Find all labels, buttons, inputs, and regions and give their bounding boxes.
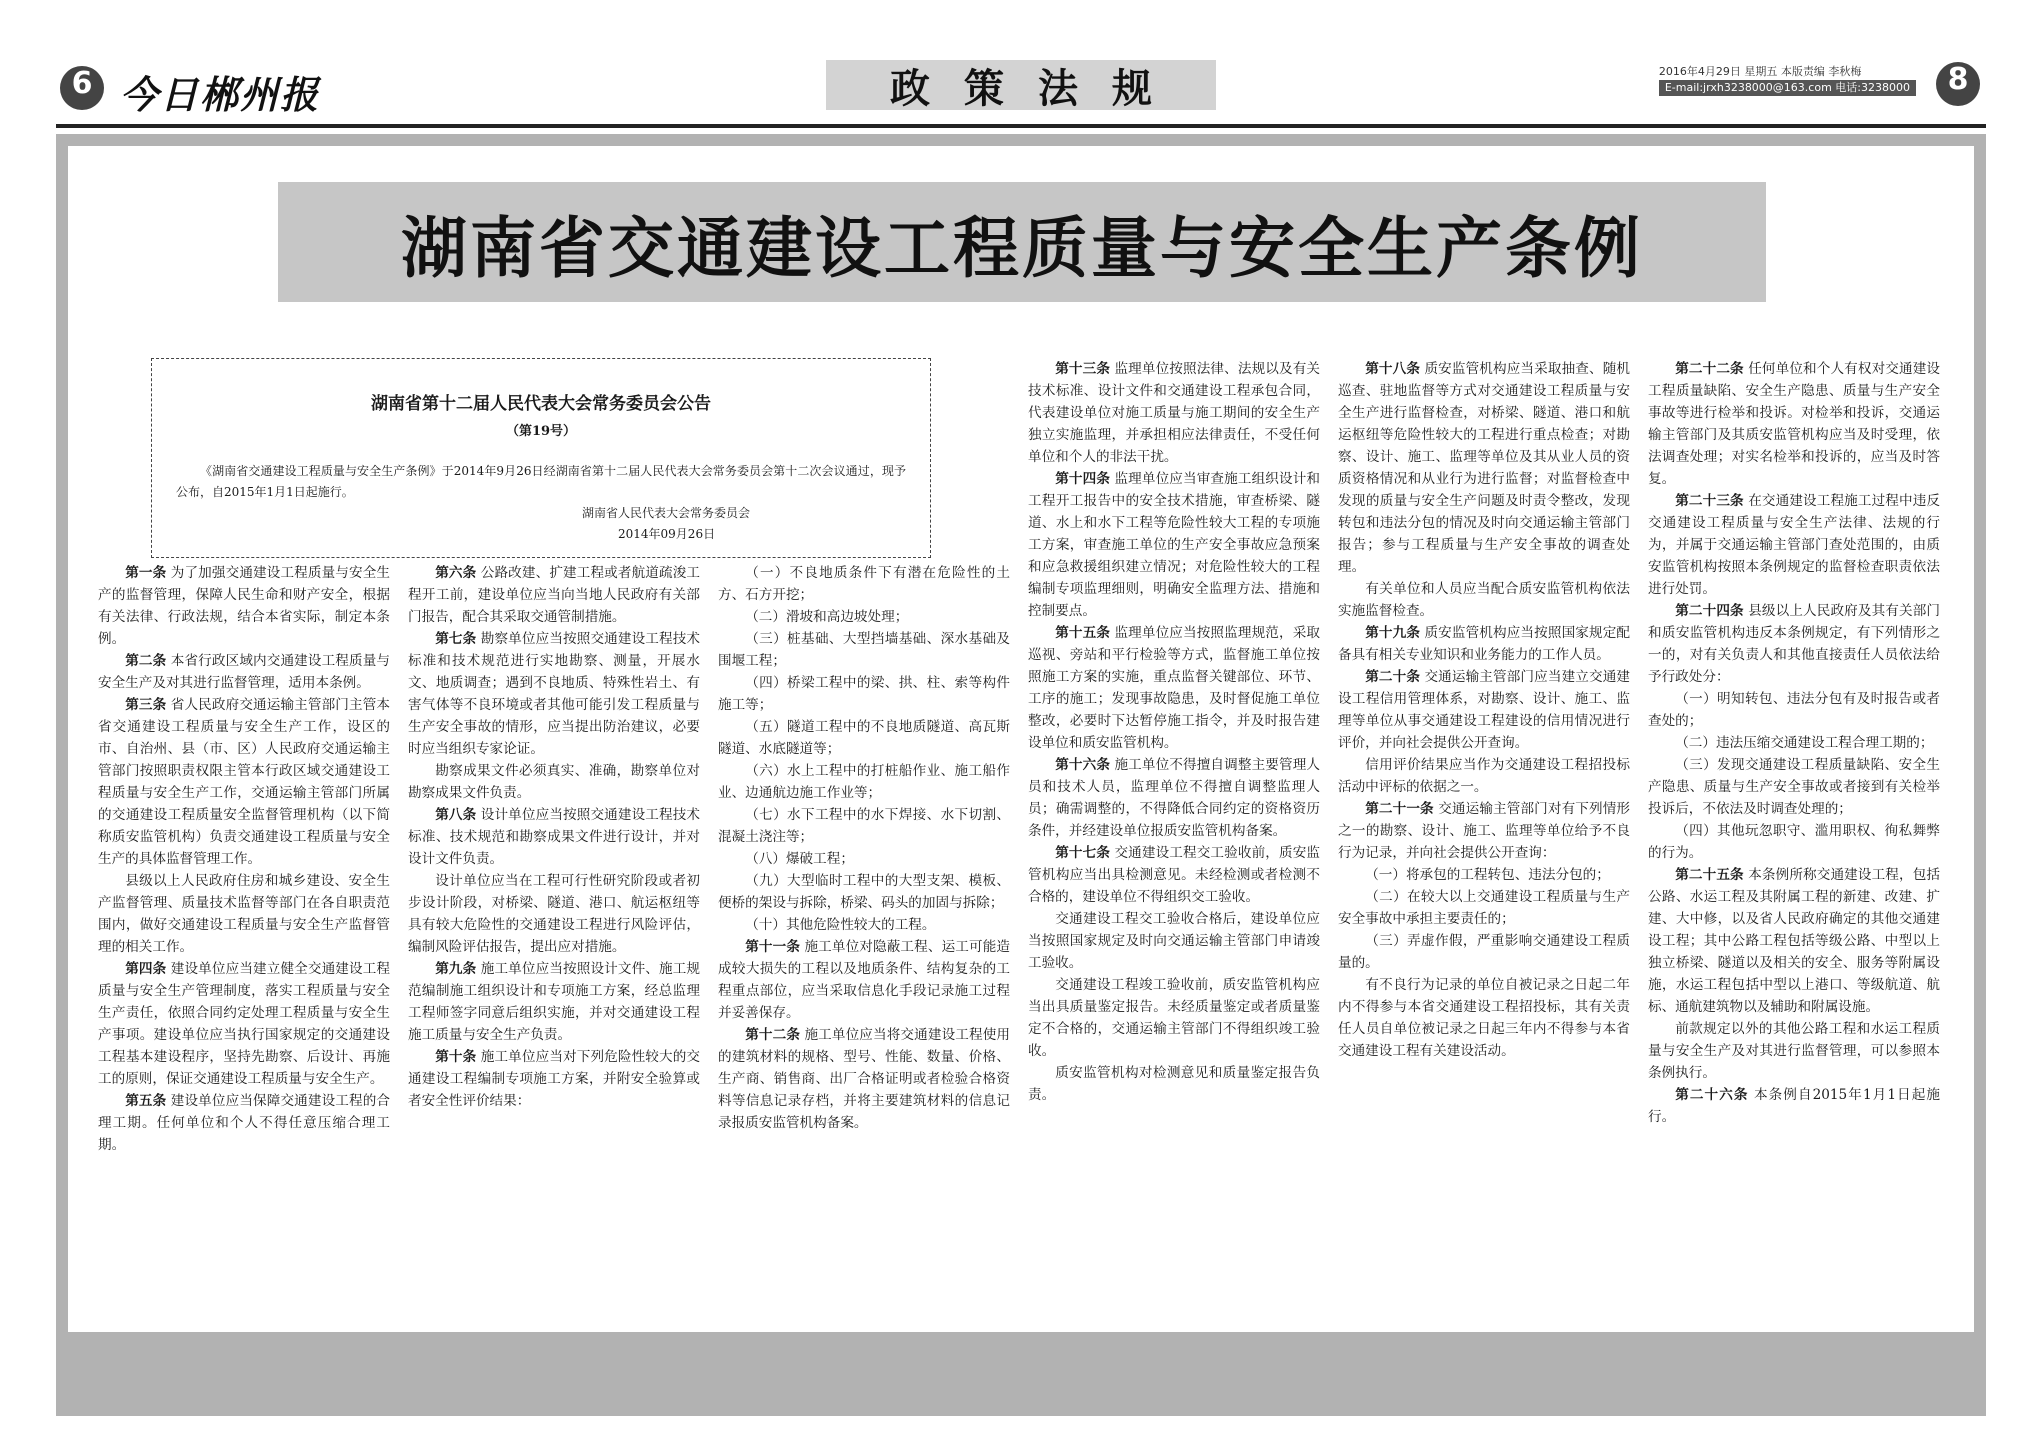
article-paragraph — [1338, 798, 1630, 864]
article-clause — [1648, 820, 1940, 864]
article-text: （五）隧道工程中的不良地质隧道、高瓦斯隧道、水底隧道等； — [718, 719, 1010, 757]
article-paragraph — [1028, 622, 1320, 754]
article-clause — [1648, 732, 1940, 754]
article-text: （三）发现交通建设工程质量缺陷、安全生产隐患、质量与生产安全事故或者接到有关检举投诉后，不依法及时调查处理的； — [1648, 757, 1940, 817]
article-text: 施工单位对隐蔽工程、运工可能造成较大损失的工程以及地质条件、结构复杂的工程重点部位，应当采取信息化手段记录施工过程并妥善保存。 — [718, 939, 1010, 1021]
article-text: 在交通建设工程施工过程中违反交通建设工程质量与安全生产法律、法规的行为，并属于交通运输主管部门查处范围的，由质安监管机构按照本条例规定的监督检查职责依法进行处罚。 — [1648, 493, 1940, 597]
article-label: 第四条 — [125, 961, 167, 977]
article-clause — [1338, 886, 1630, 930]
article-label: 第十二条 — [745, 1027, 801, 1043]
text-column-5 — [1338, 358, 1630, 1376]
article-text: 县级以上人民政府住房和城乡建设、安全生产监督管理、质量技术监督等部门在各自职责范围内，做好交通建设工程质量与安全生产监督管理的相关工作。 — [98, 873, 390, 955]
article-label: 第十条 — [435, 1049, 477, 1065]
text-column-3 — [718, 562, 1010, 1376]
article-label: 第二十五条 — [1675, 867, 1744, 883]
article-body — [68, 146, 1974, 1374]
announcement-text: 《湖南省交通建设工程质量与安全生产条例》于2014年9月26日经湖南省第十二届人民代表大会常务委员会第十二次会议通过，现予公布，自2015年1月1日起施行。 — [176, 464, 906, 499]
article-clause — [1338, 864, 1630, 886]
article-label: 第十四条 — [1055, 471, 1111, 487]
article-clause — [718, 672, 1010, 716]
article-paragraph — [1028, 754, 1320, 842]
article-text: 质安监管机构应当采取抽查、随机巡查、驻地监督等方式对交通建设工程质量与安全生产进行监督检查，对桥梁、隧道、港口和航运枢纽等危险性较大的工程进行重点检查；对勘察、设计、施工、监理等单位及其从业人员的资质资格情况和从业行为进行监督；对监督检查中发现的质量与安全生产问题及时责令整改，发现转包和违法分包的情况及时向交通运输主管部门报告；参与工程质量与生产安全事故的调查处理。 — [1338, 361, 1630, 575]
article-paragraph — [98, 1090, 390, 1156]
article-clause — [1338, 578, 1630, 622]
article-clause — [1028, 1062, 1320, 1106]
article-label: 第二十三条 — [1675, 493, 1744, 509]
article-paragraph — [408, 958, 700, 1046]
article-clause — [718, 562, 1010, 606]
text-column-2 — [408, 562, 700, 1376]
article-text: （二）违法压缩交通建设工程合理工期的； — [1675, 735, 1934, 751]
article-text: 交通建设工程交工验收前，质安监管机构应当出具检测意见。未经检测或者检测不合格的，建设单位不得组织交工验收。 — [1028, 845, 1320, 905]
article-paragraph — [408, 562, 700, 628]
newspaper-logo: 今日郴州报 — [120, 72, 321, 117]
article-text: 本条例所称交通建设工程，包括公路、水运工程及其附属工程的新建、改建、扩建、大中修，以及省人民政府确定的其他交通建设工程；其中公路工程包括等级公路、中型以上独立桥梁、隧道以及相关的安全、服务等附属设施，水运工程包括中型以上港口、等级航道、航标、通航建筑物以及辅助和附属设施。 — [1648, 867, 1940, 1015]
article-text: 任何单位和个人有权对交通建设工程质量缺陷、安全生产隐患、质量与生产安全事故等进行检举和投诉。对检举和投诉，交通运输主管部门及其质安监管机构应当及时受理，依法调查处理；对实名检举和投诉的，应当及时答复。 — [1648, 361, 1940, 487]
article-paragraph — [1648, 1084, 1940, 1128]
article-paragraph — [98, 650, 390, 694]
article-clause — [98, 870, 390, 958]
article-label: 第二十六条 — [1675, 1087, 1749, 1103]
article-text: 建设单位应当建立健全交通建设工程质量与安全生产管理制度，落实工程质量与安全生产责任，依照合同约定处理工程质量与安全生产事项。建设单位应当执行国家规定的交通建设工程基本建设程序，坚持先勘察、后设计、再施工的原则，保证交通建设工程质量与安全生产。 — [98, 961, 390, 1087]
article-clause — [718, 848, 1010, 870]
article-paragraph — [718, 1024, 1010, 1134]
article-paragraph — [408, 804, 700, 870]
article-text: 建设单位应当保障交通建设工程的合理工期。任何单位和个人不得任意压缩合理工期。 — [98, 1093, 390, 1153]
article-text: 县级以上人民政府及其有关部门和质安监管机构违反本条例规定，有下列情形之一的，对有关负责人和其他直接责任人员依法给予行政处分： — [1648, 603, 1940, 685]
text-column-6 — [1648, 358, 1940, 1376]
article-text: （八）爆破工程； — [745, 851, 854, 867]
article-label: 第七条 — [435, 631, 477, 647]
section-banner — [826, 60, 1216, 110]
article-paragraph — [1028, 842, 1320, 908]
text-column-4 — [1028, 358, 1320, 1376]
article-text: 交通建设工程交工验收合格后，建设单位应当按照国家规定及时向交通运输主管部门申请竣工验收。 — [1028, 911, 1320, 971]
article-text: 质安监管机构对检测意见和质量鉴定报告负责。 — [1028, 1065, 1320, 1103]
article-clause — [718, 804, 1010, 848]
article-text: （三）弄虚作假，严重影响交通建设工程质量的。 — [1338, 933, 1630, 971]
article-label: 第五条 — [125, 1093, 167, 1109]
article-clause — [408, 760, 700, 804]
article-paragraph — [98, 562, 390, 650]
article-paragraph — [1338, 358, 1630, 578]
article-text: 勘察成果文件必须真实、准确，勘察单位对勘察成果文件负责。 — [408, 763, 700, 801]
headline-banner — [278, 182, 1766, 302]
article-text: 有不良行为记录的单位自被记录之日起二年内不得参与本省交通建设工程招投标，其有关责任人员自单位被记录之日起三年内不得参与本省交通建设工程有关建设活动。 — [1338, 977, 1630, 1059]
page-number-right: 8 — [1936, 62, 1980, 106]
article-label: 第二十条 — [1365, 669, 1421, 685]
article-text: （四）其他玩忽职守、滥用职权、徇私舞弊的行为。 — [1648, 823, 1940, 861]
article-clause — [718, 716, 1010, 760]
article-paragraph — [408, 628, 700, 760]
article-text: （一）明知转包、违法分包有及时报告或者查处的； — [1648, 691, 1940, 729]
article-label: 第三条 — [125, 697, 167, 713]
article-label: 第十九条 — [1365, 625, 1421, 641]
article-label: 第十五条 — [1055, 625, 1111, 641]
announcement-number: （第19号） — [505, 424, 577, 439]
article-text: 本省行政区域内交通建设工程质量与安全生产及对其进行监督管理，适用本条例。 — [98, 653, 390, 691]
article-text: 为了加强交通建设工程质量与安全生产的监督管理，保障人民生命和财产安全，根据有关法律、行政法规，结合本省实际，制定本条例。 — [98, 565, 390, 647]
article-text: （七）水下工程中的水下焊接、水下切割、混凝土浇注等； — [718, 807, 1010, 845]
article-paragraph — [1648, 600, 1940, 688]
article-text: 监理单位应当按照监理规范，采取巡视、旁站和平行检验等方式，监督施工单位按照施工方案的实施，重点监督关键部位、环节、工序的施工；发现事故隐患，及时督促施工单位整改，必要时下达暂停施工指令，并及时报告建设单位和质安监管机构。 — [1028, 625, 1320, 751]
article-clause — [718, 760, 1010, 804]
article-clause — [718, 914, 1010, 936]
text-column-1 — [98, 562, 390, 1376]
article-label: 第十八条 — [1365, 361, 1421, 377]
article-label: 第八条 — [435, 807, 477, 823]
article-paragraph — [718, 936, 1010, 1024]
masthead — [56, 52, 1986, 122]
article-label: 第二十四条 — [1675, 603, 1744, 619]
article-text: （二）滑坡和高边坡处理； — [745, 609, 909, 625]
article-clause — [1028, 908, 1320, 974]
article-text: （四）桥梁工程中的梁、拱、柱、索等构件施工等； — [718, 675, 1010, 713]
issue-meta — [1659, 64, 1916, 96]
article-text: 交通建设工程竣工验收前，质安监管机构应当出具质量鉴定报告。未经质量鉴定或者质量鉴定不合格的，交通运输主管部门不得组织竣工验收。 — [1028, 977, 1320, 1059]
page-number-left: 6 — [60, 66, 104, 110]
article-text: 设计单位应当在工程可行性研究阶段或者初步设计阶段，对桥梁、隧道、港口、航运枢纽等具有较大危险性的交通建设工程进行风险评估，编制风险评估报告，提出应对措施。 — [408, 873, 700, 955]
article-clause — [1648, 1018, 1940, 1084]
article-clause — [408, 870, 700, 958]
article-text: （九）大型临时工程中的大型支架、模板、便桥的架设与拆除，桥梁、码头的加固与拆除； — [718, 873, 1010, 911]
article-text: 勘察单位应当按照交通建设工程技术标准和技术规范进行实地勘察、测量，开展水文、地质调查；遇到不良地质、特殊性岩土、有害气体等不良环境或者其他可能引发工程质量与生产安全事故的情形，应当提出防治建议，必要时应当组织专家论证。 — [408, 631, 700, 757]
announcement-title: 湖南省第十二届人民代表大会常务委员会公告 — [371, 394, 711, 414]
headline: 湖南省交通建设工程质量与安全生产条例 — [401, 209, 1643, 287]
article-text: 交通运输主管部门对有下列情形之一的勘察、设计、施工、监理等单位给予不良行为记录，并向社会提供公开查询： — [1338, 801, 1630, 861]
article-text: （一）不良地质条件下有潜在危险性的土方、石方开挖； — [718, 565, 1010, 603]
article-label: 第二十二条 — [1675, 361, 1744, 377]
article-clause — [1338, 974, 1630, 1062]
article-paragraph — [1028, 468, 1320, 622]
article-clause — [1028, 974, 1320, 1062]
article-text: 前款规定以外的其他公路工程和水运工程质量与安全生产及对其进行监督管理，可以参照本条例执行。 — [1648, 1021, 1940, 1081]
article-text: 施工单位应当对下列危险性较大的交通建设工程编制专项施工方案，并附安全验算或者安全性评价结果： — [408, 1049, 700, 1109]
article-text: 施工单位不得擅自调整主要管理人员和技术人员，监理单位不得擅自调整监理人员；确需调整的，不得降低合同约定的资格资历条件，并经建设单位报质安监管机构备案。 — [1028, 757, 1320, 839]
article-paragraph — [1648, 358, 1940, 490]
article-label: 第十三条 — [1055, 361, 1111, 377]
article-paragraph — [1338, 622, 1630, 666]
article-clause — [1338, 930, 1630, 974]
article-paragraph — [98, 694, 390, 870]
article-paragraph — [1028, 358, 1320, 468]
masthead-rule — [56, 124, 1986, 128]
section-title: 政策法规 — [890, 65, 1186, 112]
article-text: 交通运输主管部门应当建立交通建设工程信用管理体系，对勘察、设计、施工、监理等单位从事交通建设工程建设的信用情况进行评价，并向社会提供公开查询。 — [1338, 669, 1630, 751]
article-text: 公路改建、扩建工程或者航道疏浚工程开工前，建设单位应当向当地人民政府有关部门报告，配合其采取交通管制措施。 — [408, 565, 700, 625]
article-label: 第二十一条 — [1365, 801, 1434, 817]
article-text: （六）水上工程中的打桩船作业、施工船作业、边通航边施工作业等； — [718, 763, 1010, 801]
article-paragraph — [1338, 666, 1630, 754]
article-label: 第一条 — [125, 565, 167, 581]
announcement-signer: 湖南省人民代表大会常务委员会 — [582, 506, 751, 520]
article-text: 省人民政府交通运输主管部门主管本省交通建设工程质量与安全生产工作，设区的市、自治州、县（市、区）人民政府交通运输主管部门按照职责权限主管本行政区域交通建设工程质量与安全生产工作，交通运输主管部门所属的交通建设工程质量安全监督管理机构（以下简称质安监管机构）负责交通建设工程质量与安全生产的具体监督管理工作。 — [98, 697, 390, 867]
issue-date-editor: 2016年4月29日 星期五 本版责编 李秋梅 — [1658, 65, 1862, 78]
article-text: 监理单位应当审查施工组织设计和工程开工报告中的安全技术措施，审查桥梁、隧道、水上和水下工程等危险性较大工程的专项施工方案，审查施工单位的生产安全事故应急预案和应急救援组织建立情况；对危险性较大的工程编制专项监理细则，明确安全监理方法、措施和控制要点。 — [1028, 471, 1320, 619]
article-text: 监理单位按照法律、法规以及有关技术标准、设计文件和交通建设工程承包合同，代表建设单位对施工质量与施工期间的安全生产独立实施监理，并承担相应法律责任，不受任何单位和个人的非法干扰。 — [1028, 361, 1320, 465]
article-text: （十）其他危险性较大的工程。 — [745, 917, 936, 933]
bottom-strip — [68, 1332, 1974, 1374]
article-text: （一）将承包的工程转包、违法分包的； — [1365, 867, 1610, 883]
article-text: 有关单位和人员应当配合质安监管机构依法实施监督检查。 — [1338, 581, 1630, 619]
article-clause — [1338, 754, 1630, 798]
article-text: 信用评价结果应当作为交通建设工程招投标活动中评标的依据之一。 — [1338, 757, 1630, 795]
article-paragraph — [408, 1046, 700, 1112]
article-label: 第十六条 — [1055, 757, 1111, 773]
article-clause — [718, 870, 1010, 914]
article-text: （二）在较大以上交通建设工程质量与生产安全事故中承担主要责任的； — [1338, 889, 1630, 927]
article-text: （三）桩基础、大型挡墙基础、深水基础及围堰工程； — [718, 631, 1010, 669]
article-label: 第十一条 — [745, 939, 801, 955]
article-paragraph — [1648, 864, 1940, 1018]
article-label: 第二条 — [125, 653, 167, 669]
contact-info: E-mail:jrxh3238000@163.com 电话:3238000 — [1659, 80, 1916, 96]
article-clause — [1648, 754, 1940, 820]
article-label: 第九条 — [435, 961, 477, 977]
article-text: 设计单位应当按照交通建设工程技术标准、技术规范和勘察成果文件进行设计，并对设计文件负责。 — [408, 807, 700, 867]
article-clause — [718, 606, 1010, 628]
article-text: 质安监管机构应当按照国家规定配备具有相关专业知识和业务能力的工作人员。 — [1338, 625, 1630, 663]
article-text: 本条例自2015年1月1日起施行。 — [1648, 1087, 1940, 1125]
article-label: 第六条 — [435, 565, 477, 581]
article-paragraph — [98, 958, 390, 1090]
article-text: 施工单位应当按照设计文件、施工规范编制施工组织设计和专项施工方案，经总监理工程师签字同意后组织实施，并对交通建设工程施工质量与安全生产负责。 — [408, 961, 700, 1043]
article-frame — [56, 134, 1986, 1416]
article-clause — [1648, 688, 1940, 732]
article-text: 施工单位应当将交通建设工程使用的建筑材料的规格、型号、性能、数量、价格、生产商、销售商、出厂合格证明或者检验合格资料等信息记录存档，并将主要建筑材料的信息记录报质安监管机构备案。 — [718, 1027, 1010, 1131]
article-label: 第十七条 — [1055, 845, 1111, 861]
announcement-date: 2014年09月26日 — [618, 527, 716, 541]
announcement-box — [151, 358, 931, 558]
article-paragraph — [1648, 490, 1940, 600]
article-clause — [718, 628, 1010, 672]
